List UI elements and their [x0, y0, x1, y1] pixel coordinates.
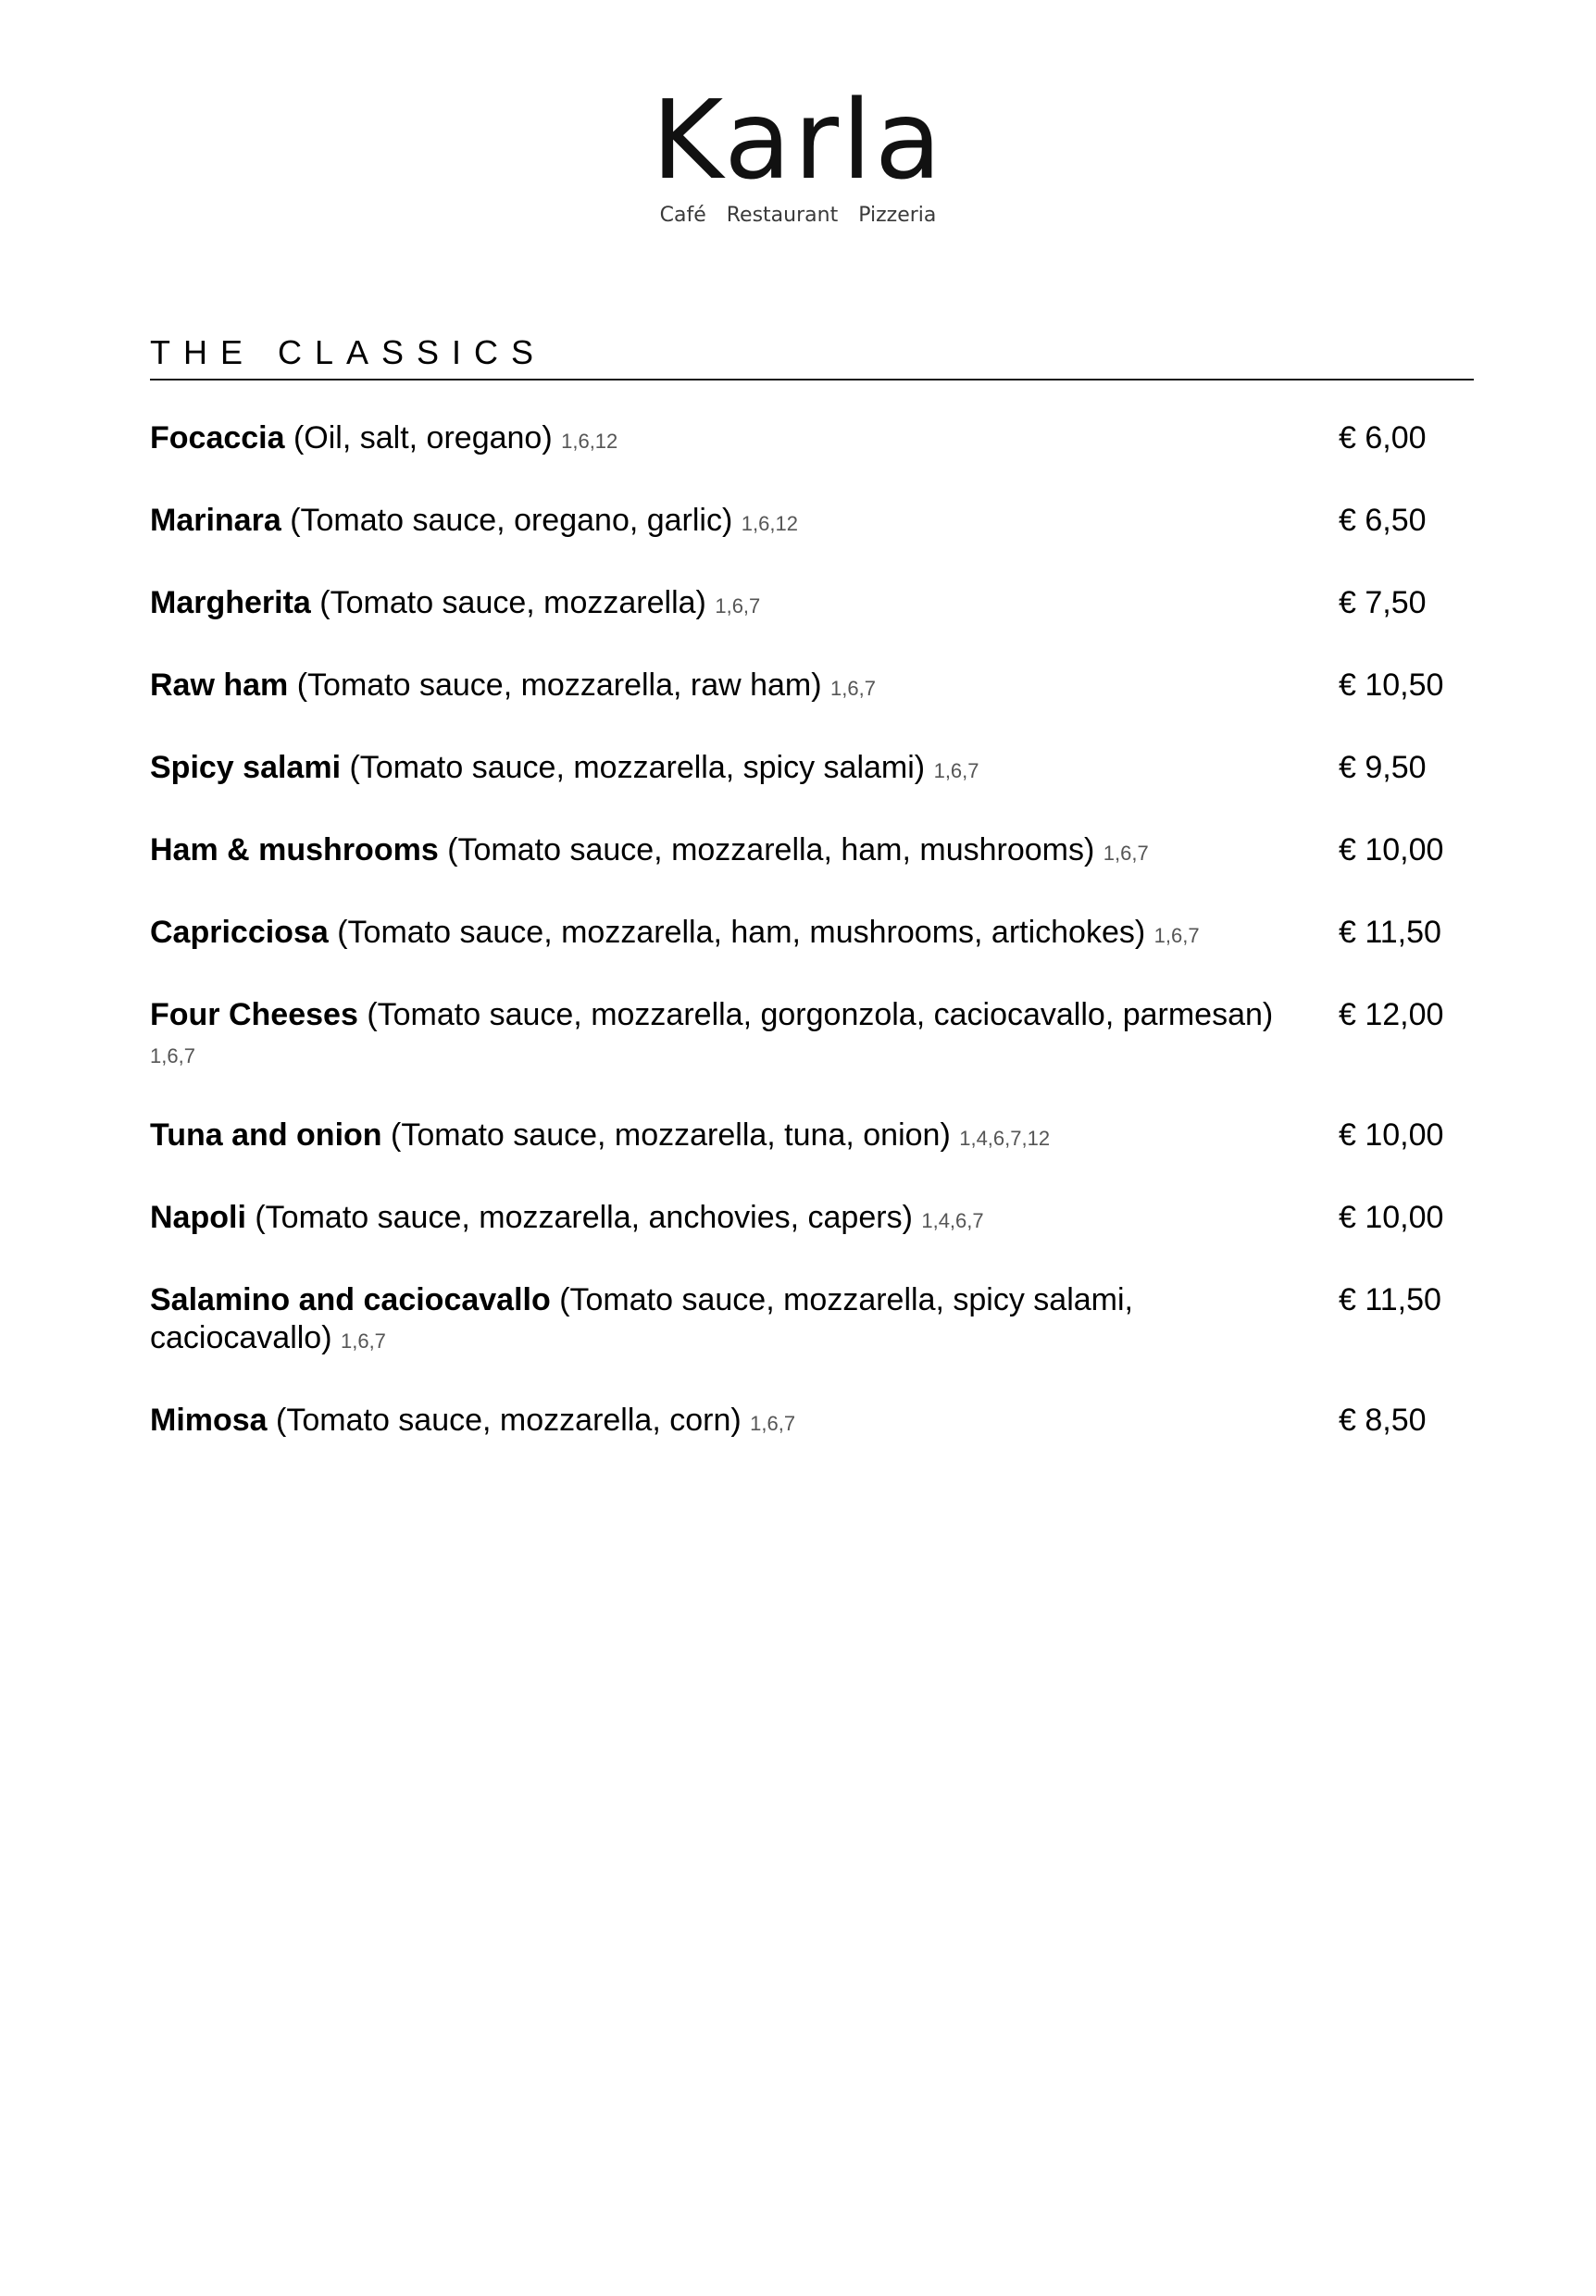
brand-logo — [0, 76, 1596, 227]
menu-item-price: € 10,00 — [1339, 1200, 1444, 1235]
menu-item-name: Capricciosa — [150, 915, 329, 950]
menu-item-allergens: 1,6,7 — [933, 759, 979, 782]
menu-item — [150, 749, 1474, 790]
menu-item — [150, 1199, 1474, 1240]
menu-item-name: Raw ham — [150, 668, 289, 703]
menu-item-ingredients: (Tomato sauce, mozzarella, tuna, onion) — [391, 1117, 951, 1153]
menu-item-ingredients: (Tomato sauce, mozzarella, ham, mushrooms, artichokes) — [337, 915, 1146, 950]
section-divider — [150, 379, 1474, 381]
menu-item-price: € 7,50 — [1339, 585, 1427, 620]
menu-item-price: € 10,00 — [1339, 1117, 1444, 1153]
menu-item-price: € 10,50 — [1339, 668, 1444, 703]
menu-item-allergens: 1,6,7 — [340, 1329, 386, 1353]
menu-item — [150, 502, 1474, 543]
menu-item-description — [150, 831, 1298, 872]
menu-item-allergens: 1,6,7 — [750, 1412, 796, 1435]
menu-item-ingredients: (Tomato sauce, mozzarella, spicy salami, caciocavallo) — [150, 1282, 1133, 1355]
menu-item-price: € 6,00 — [1339, 420, 1427, 455]
menu-item-allergens: 1,6,7 — [715, 594, 761, 618]
menu-item-ingredients: (Tomato sauce, mozzarella, ham, mushrooms) — [447, 832, 1095, 867]
menu-item-price: € 12,00 — [1339, 997, 1444, 1032]
menu-item — [150, 914, 1474, 955]
menu-item-description — [150, 749, 1298, 790]
menu-item-description — [150, 1199, 1298, 1240]
menu-item-description — [150, 419, 1298, 460]
menu-item-description — [150, 584, 1298, 625]
menu-item-description — [150, 1281, 1298, 1360]
menu-item — [150, 831, 1474, 872]
menu-item-ingredients: (Tomato sauce, oregano, garlic) — [290, 503, 733, 538]
brand-name: Karla — [651, 76, 945, 204]
menu-item-name: Napoli — [150, 1200, 246, 1235]
menu-item-price: € 11,50 — [1339, 915, 1441, 950]
menu-item-name: Spicy salami — [150, 750, 342, 785]
menu-item-name: Marinara — [150, 503, 281, 538]
menu-item-description — [150, 914, 1298, 955]
menu-item-ingredients: (Tomato sauce, mozzarella, gorgonzola, caciocavallo, parmesan) — [367, 997, 1274, 1032]
menu-item — [150, 1281, 1474, 1360]
menu-item-allergens: 1,6,7 — [150, 1044, 195, 1067]
menu-item — [150, 996, 1474, 1075]
menu-item-price: € 6,50 — [1339, 503, 1427, 538]
menu-item-name: Focaccia — [150, 420, 285, 455]
menu-item-allergens: 1,6,7 — [830, 677, 876, 700]
menu-item-description — [150, 1117, 1298, 1157]
menu-item — [150, 1402, 1474, 1442]
menu-item — [150, 667, 1474, 707]
menu-item-name: Margherita — [150, 585, 311, 620]
menu-item-description — [150, 996, 1298, 1075]
tagline-restaurant: Restaurant — [726, 204, 839, 227]
tagline-pizzeria: Pizzeria — [858, 204, 937, 227]
menu-item-name: Ham & mushrooms — [150, 832, 439, 867]
menu-item-name: Four Cheeses — [150, 997, 358, 1032]
menu-item — [150, 1117, 1474, 1157]
menu-item-name: Mimosa — [150, 1403, 268, 1438]
menu-item-ingredients: (Tomato sauce, mozzarella, raw ham) — [296, 668, 822, 703]
section-title: THE CLASSICS — [150, 332, 547, 371]
menu-item-allergens: 1,4,6,7,12 — [959, 1127, 1051, 1150]
menu-item-ingredients: (Tomato sauce, mozzarella, corn) — [276, 1403, 742, 1438]
menu-item — [150, 584, 1474, 625]
menu-item-allergens: 1,6,12 — [741, 512, 798, 535]
menu-item-allergens: 1,4,6,7 — [921, 1209, 984, 1232]
menu-item-price: € 10,00 — [1339, 832, 1444, 867]
menu-item-allergens: 1,6,7 — [1103, 842, 1149, 865]
menu-list — [150, 419, 1474, 1484]
menu-item-price: € 8,50 — [1339, 1403, 1427, 1438]
menu-item-name: Tuna and onion — [150, 1117, 382, 1153]
brand-tagline — [0, 204, 1596, 227]
menu-item-allergens: 1,6,12 — [561, 430, 618, 453]
menu-item-allergens: 1,6,7 — [1153, 924, 1200, 947]
menu-item-price: € 9,50 — [1339, 750, 1427, 785]
menu-item-ingredients: (Tomato sauce, mozzarella, anchovies, capers) — [255, 1200, 913, 1235]
tagline-cafe: Café — [659, 204, 706, 227]
menu-item — [150, 419, 1474, 460]
menu-item-description — [150, 1402, 1298, 1442]
menu-item-ingredients: (Tomato sauce, mozzarella, spicy salami) — [349, 750, 926, 785]
menu-item-description — [150, 667, 1298, 707]
menu-item-description — [150, 502, 1298, 543]
menu-item-ingredients: (Oil, salt, oregano) — [293, 420, 553, 455]
menu-item-ingredients: (Tomato sauce, mozzarella) — [319, 585, 706, 620]
menu-item-name: Salamino and caciocavallo — [150, 1282, 551, 1317]
menu-item-price: € 11,50 — [1339, 1282, 1441, 1317]
